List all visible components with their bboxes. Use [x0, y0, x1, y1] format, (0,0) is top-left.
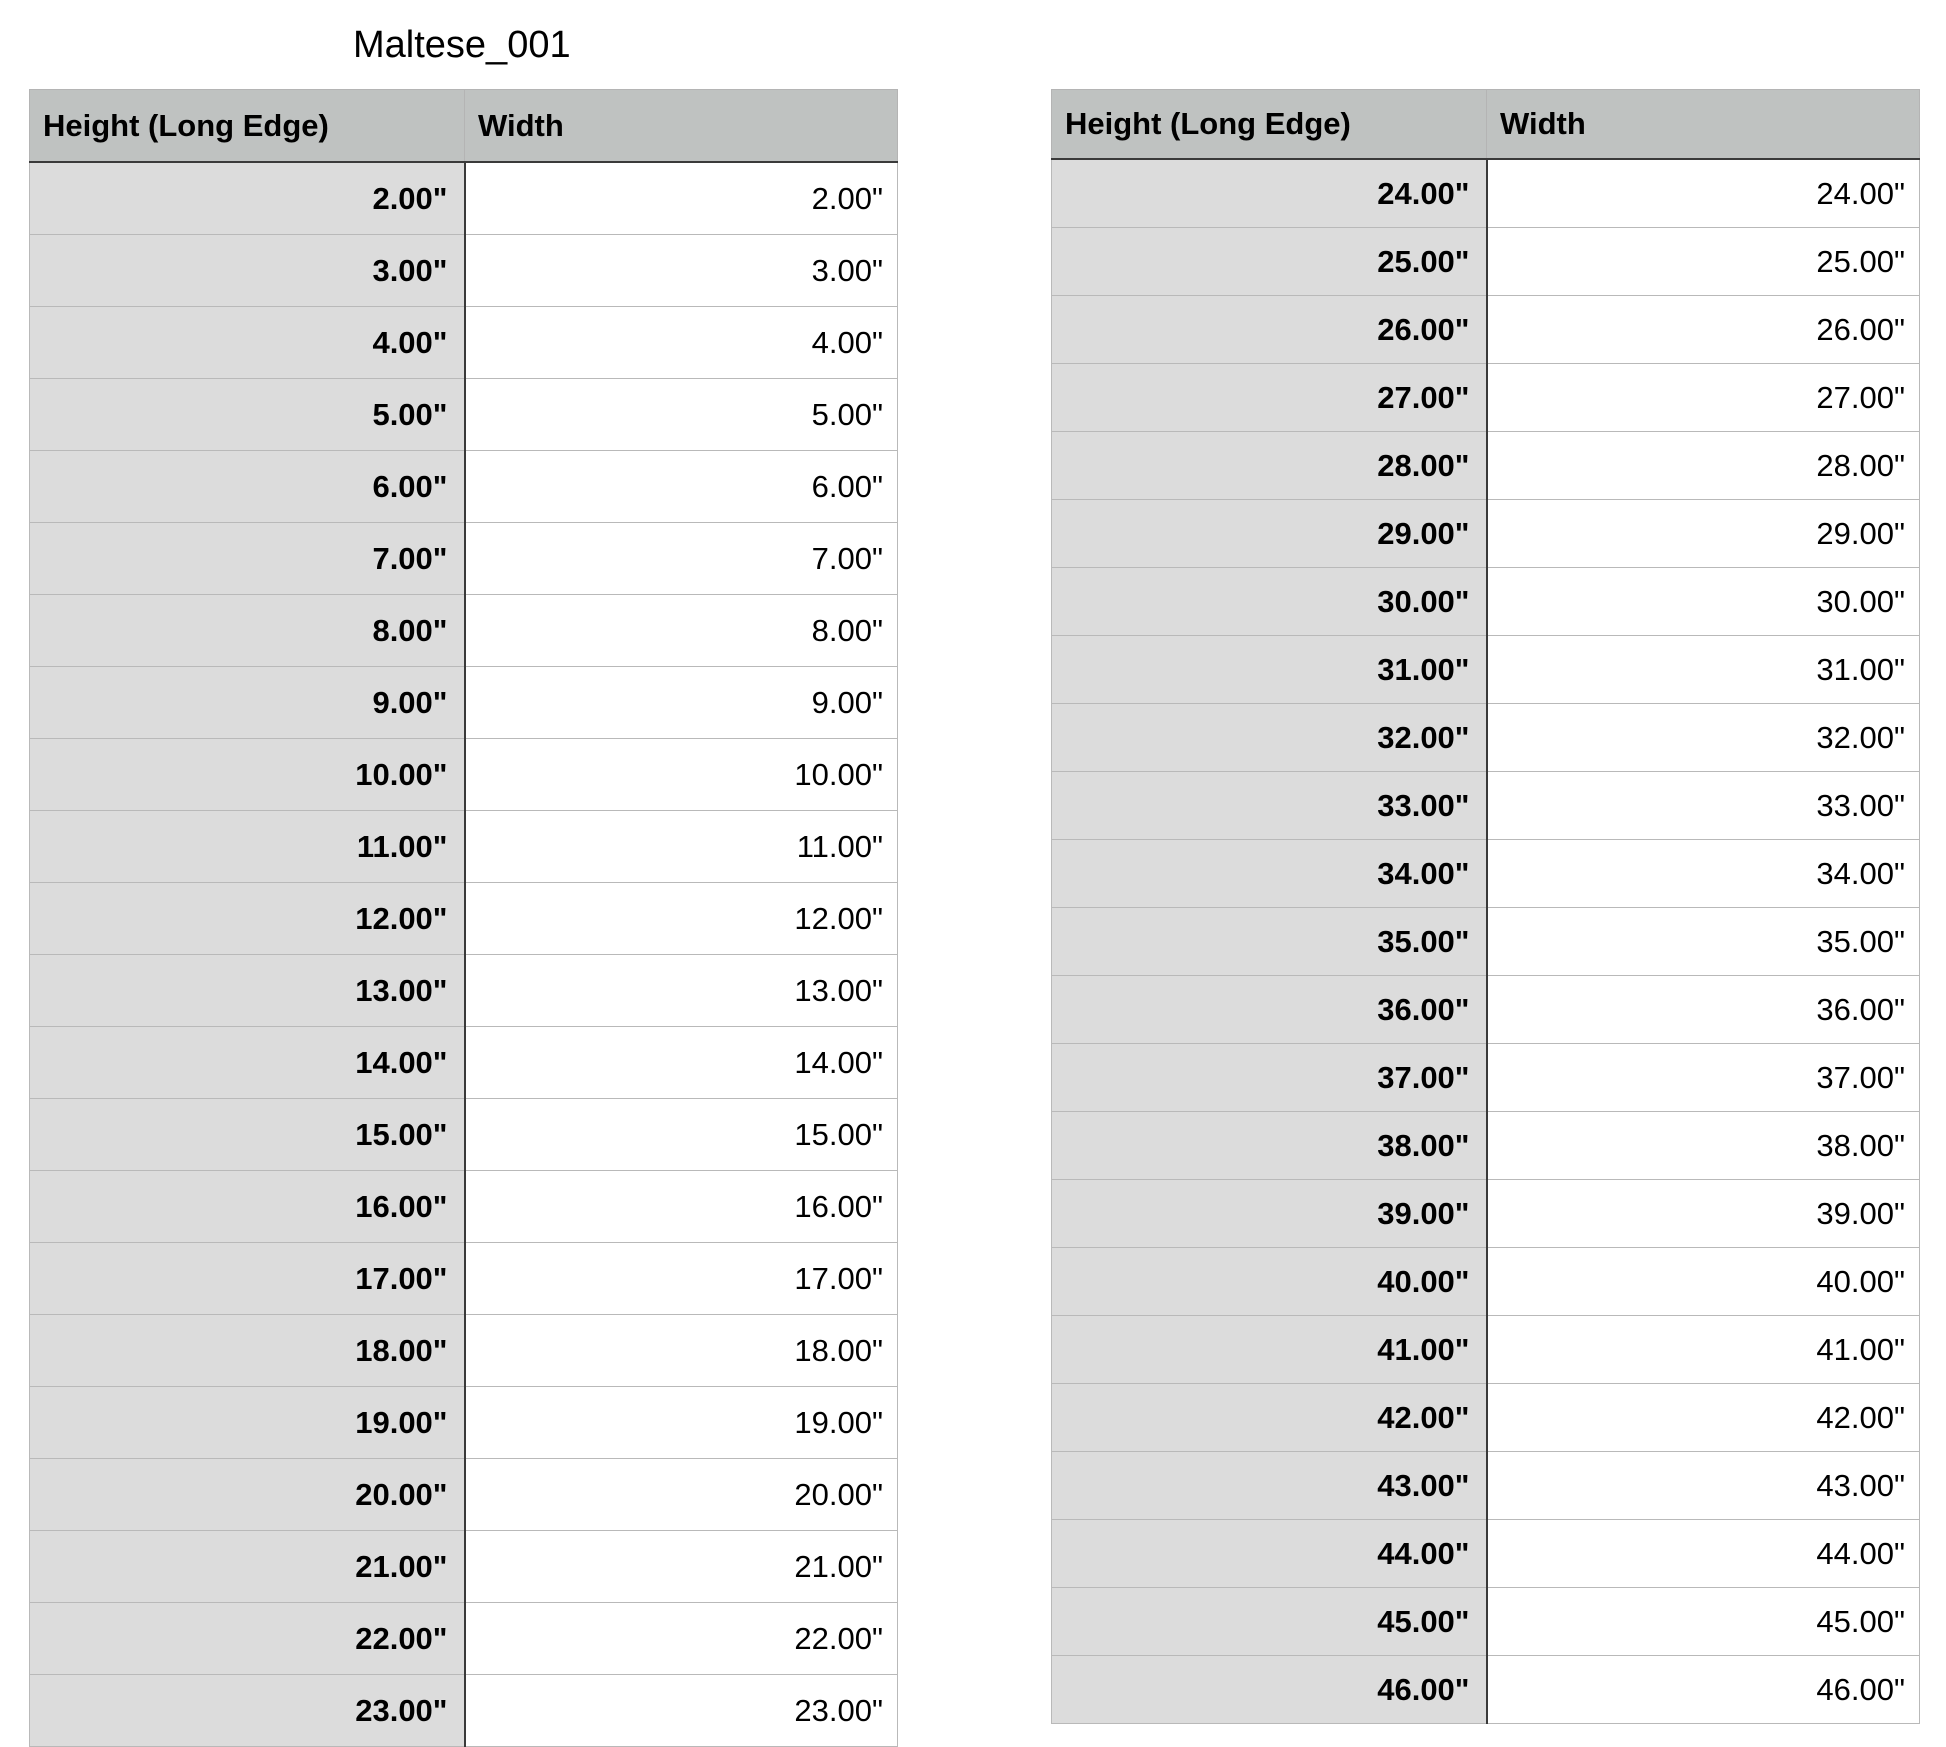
width-cell: 20.00": [465, 1459, 898, 1531]
height-cell: 45.00": [1052, 1588, 1487, 1656]
height-cell: 14.00": [30, 1027, 465, 1099]
width-cell: 31.00": [1487, 636, 1920, 704]
height-cell: 15.00": [30, 1099, 465, 1171]
width-cell: 39.00": [1487, 1180, 1920, 1248]
table-row: [1052, 840, 1920, 908]
table-row: [30, 1387, 898, 1459]
table-row: [1052, 908, 1920, 976]
table-row: [1052, 568, 1920, 636]
column-header-height: Height (Long Edge): [1052, 90, 1487, 160]
height-cell: 43.00": [1052, 1452, 1487, 1520]
width-cell: 2.00": [465, 162, 898, 235]
document-title: Maltese_001: [353, 24, 571, 66]
column-header-width: Width: [1487, 90, 1920, 160]
table-row: [1052, 1588, 1920, 1656]
column-header-width: Width: [465, 90, 898, 163]
table-row: [1052, 1520, 1920, 1588]
width-cell: 6.00": [465, 451, 898, 523]
width-cell: 33.00": [1487, 772, 1920, 840]
width-cell: 28.00": [1487, 432, 1920, 500]
table-row: [1052, 704, 1920, 772]
width-cell: 34.00": [1487, 840, 1920, 908]
height-cell: 23.00": [30, 1675, 465, 1747]
table-row: [30, 739, 898, 811]
height-cell: 6.00": [30, 451, 465, 523]
size-table-left: [29, 89, 898, 1747]
height-cell: 38.00": [1052, 1112, 1487, 1180]
table-row: [30, 1531, 898, 1603]
table-row: [30, 1243, 898, 1315]
width-cell: 21.00": [465, 1531, 898, 1603]
width-cell: 40.00": [1487, 1248, 1920, 1316]
table-header-row: [1052, 90, 1920, 160]
height-cell: 37.00": [1052, 1044, 1487, 1112]
height-cell: 4.00": [30, 307, 465, 379]
height-cell: 42.00": [1052, 1384, 1487, 1452]
height-cell: 35.00": [1052, 908, 1487, 976]
table-row: [1052, 1044, 1920, 1112]
height-cell: 10.00": [30, 739, 465, 811]
height-cell: 16.00": [30, 1171, 465, 1243]
width-cell: 18.00": [465, 1315, 898, 1387]
width-cell: 3.00": [465, 235, 898, 307]
table-header-row: [30, 90, 898, 163]
width-cell: 27.00": [1487, 364, 1920, 432]
height-cell: 17.00": [30, 1243, 465, 1315]
table-row: [1052, 1180, 1920, 1248]
height-cell: 5.00": [30, 379, 465, 451]
width-cell: 8.00": [465, 595, 898, 667]
height-cell: 7.00": [30, 523, 465, 595]
width-cell: 11.00": [465, 811, 898, 883]
width-cell: 24.00": [1487, 159, 1920, 228]
height-cell: 41.00": [1052, 1316, 1487, 1384]
table-row: [1052, 1452, 1920, 1520]
table-row: [30, 235, 898, 307]
height-cell: 27.00": [1052, 364, 1487, 432]
table-row: [30, 1603, 898, 1675]
table-row: [1052, 1316, 1920, 1384]
table-row: [1052, 976, 1920, 1044]
width-cell: 37.00": [1487, 1044, 1920, 1112]
width-cell: 46.00": [1487, 1656, 1920, 1724]
table-row: [30, 1675, 898, 1747]
width-cell: 15.00": [465, 1099, 898, 1171]
height-cell: 32.00": [1052, 704, 1487, 772]
height-cell: 26.00": [1052, 296, 1487, 364]
height-cell: 24.00": [1052, 159, 1487, 228]
width-cell: 13.00": [465, 955, 898, 1027]
width-cell: 17.00": [465, 1243, 898, 1315]
height-cell: 19.00": [30, 1387, 465, 1459]
width-cell: 43.00": [1487, 1452, 1920, 1520]
height-cell: 18.00": [30, 1315, 465, 1387]
table-row: [30, 1315, 898, 1387]
width-cell: 16.00": [465, 1171, 898, 1243]
height-cell: 21.00": [30, 1531, 465, 1603]
table-row: [30, 955, 898, 1027]
height-cell: 34.00": [1052, 840, 1487, 908]
height-cell: 36.00": [1052, 976, 1487, 1044]
height-cell: 22.00": [30, 1603, 465, 1675]
width-cell: 23.00": [465, 1675, 898, 1747]
height-cell: 39.00": [1052, 1180, 1487, 1248]
table-row: [30, 1099, 898, 1171]
table-row: [1052, 772, 1920, 840]
height-cell: 30.00": [1052, 568, 1487, 636]
height-cell: 13.00": [30, 955, 465, 1027]
width-cell: 41.00": [1487, 1316, 1920, 1384]
width-cell: 36.00": [1487, 976, 1920, 1044]
table-row: [30, 451, 898, 523]
width-cell: 4.00": [465, 307, 898, 379]
width-cell: 19.00": [465, 1387, 898, 1459]
width-cell: 29.00": [1487, 500, 1920, 568]
table-row: [1052, 432, 1920, 500]
height-cell: 3.00": [30, 235, 465, 307]
table-row: [1052, 1248, 1920, 1316]
width-cell: 9.00": [465, 667, 898, 739]
height-cell: 8.00": [30, 595, 465, 667]
width-cell: 14.00": [465, 1027, 898, 1099]
table-row: [30, 307, 898, 379]
width-cell: 22.00": [465, 1603, 898, 1675]
width-cell: 44.00": [1487, 1520, 1920, 1588]
height-cell: 46.00": [1052, 1656, 1487, 1724]
height-cell: 9.00": [30, 667, 465, 739]
width-cell: 26.00": [1487, 296, 1920, 364]
width-cell: 12.00": [465, 883, 898, 955]
table-row: [30, 1171, 898, 1243]
height-cell: 29.00": [1052, 500, 1487, 568]
table-row: [1052, 364, 1920, 432]
column-header-height: Height (Long Edge): [30, 90, 465, 163]
width-cell: 45.00": [1487, 1588, 1920, 1656]
width-cell: 30.00": [1487, 568, 1920, 636]
table-row: [30, 1459, 898, 1531]
height-cell: 31.00": [1052, 636, 1487, 704]
table-row: [1052, 1112, 1920, 1180]
width-cell: 10.00": [465, 739, 898, 811]
width-cell: 32.00": [1487, 704, 1920, 772]
table-row: [1052, 636, 1920, 704]
size-table-right: [1051, 89, 1920, 1724]
table-row: [30, 811, 898, 883]
width-cell: 7.00": [465, 523, 898, 595]
table-row: [1052, 228, 1920, 296]
table-row: [30, 1027, 898, 1099]
table-row: [30, 667, 898, 739]
height-cell: 2.00": [30, 162, 465, 235]
table-row: [1052, 159, 1920, 228]
table-row: [30, 883, 898, 955]
width-cell: 35.00": [1487, 908, 1920, 976]
table-row: [30, 595, 898, 667]
table-row: [30, 379, 898, 451]
height-cell: 20.00": [30, 1459, 465, 1531]
height-cell: 11.00": [30, 811, 465, 883]
height-cell: 33.00": [1052, 772, 1487, 840]
width-cell: 42.00": [1487, 1384, 1920, 1452]
height-cell: 28.00": [1052, 432, 1487, 500]
table-row: [30, 523, 898, 595]
width-cell: 25.00": [1487, 228, 1920, 296]
table-row: [1052, 500, 1920, 568]
table-row: [1052, 296, 1920, 364]
height-cell: 25.00": [1052, 228, 1487, 296]
table-row: [1052, 1384, 1920, 1452]
width-cell: 38.00": [1487, 1112, 1920, 1180]
width-cell: 5.00": [465, 379, 898, 451]
height-cell: 44.00": [1052, 1520, 1487, 1588]
table-row: [30, 162, 898, 235]
height-cell: 40.00": [1052, 1248, 1487, 1316]
height-cell: 12.00": [30, 883, 465, 955]
table-row: [1052, 1656, 1920, 1724]
